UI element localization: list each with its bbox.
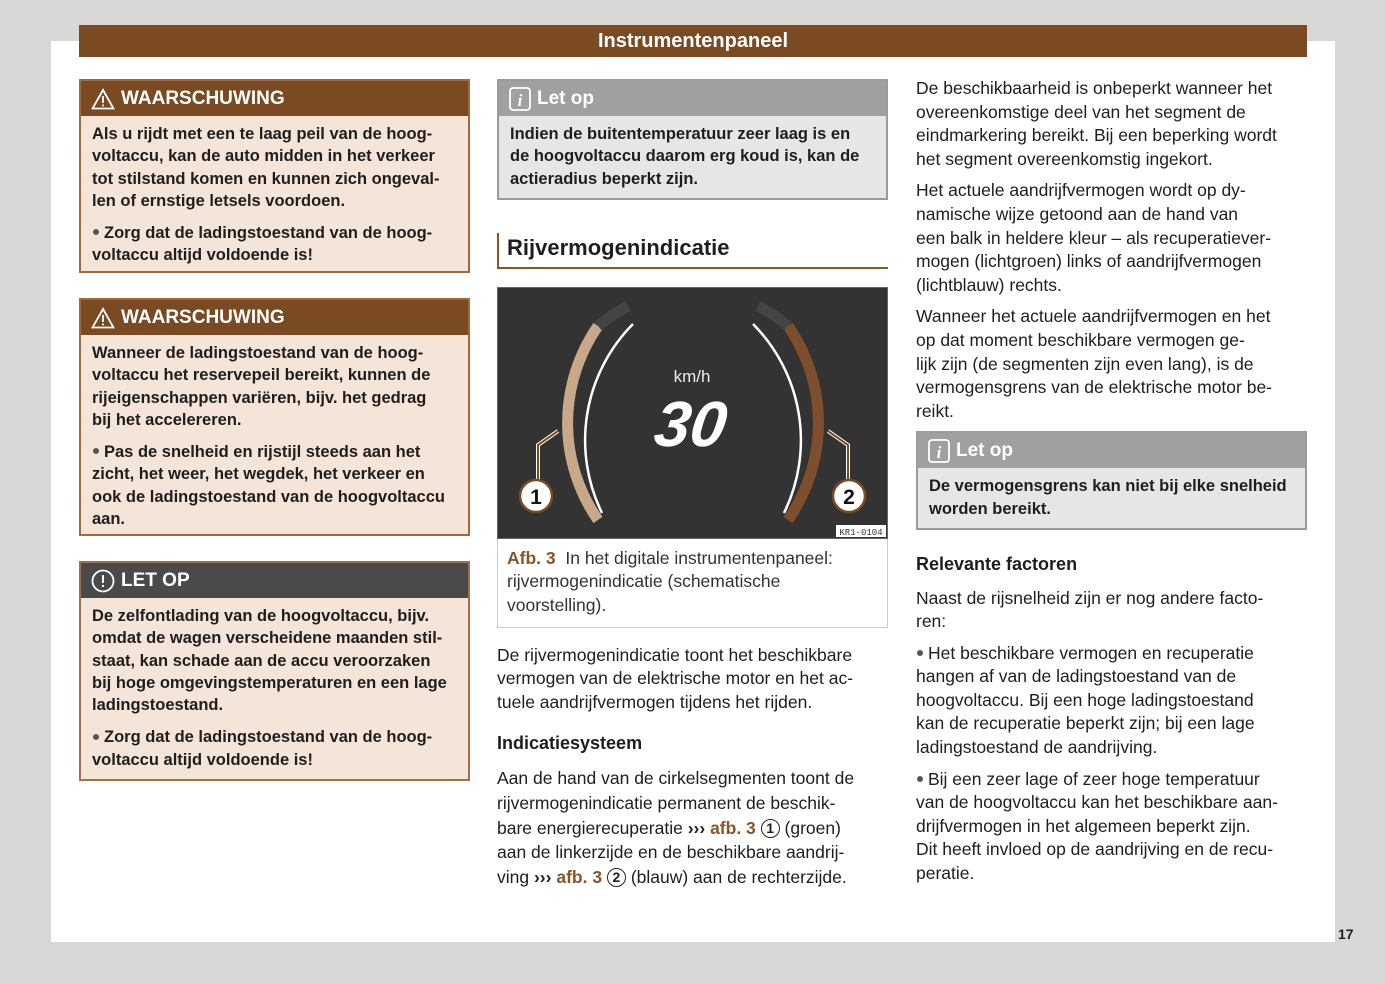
text-line: len of ernstige letsels voordoen. <box>92 191 346 210</box>
body-paragraph <box>916 77 1307 171</box>
text-line: actieradius beperkt zijn. <box>510 169 698 188</box>
figure-link[interactable]: afb. 3 <box>710 817 756 838</box>
text-line: zicht, het weer, het wegdek, het verkeer en <box>92 465 425 484</box>
text-line: De vermogensgrens kan niet bij elke snelheid <box>929 477 1287 496</box>
text-line: hoogvoltaccu. Bij een hoge ladingstoestand <box>916 689 1254 710</box>
column-middle <box>497 79 888 898</box>
page-number: 17 <box>1338 926 1354 942</box>
caption-line: rijvermogenindicatie (schematische <box>507 571 781 592</box>
figure-link[interactable]: afb. 3 <box>556 867 603 888</box>
box-bullet <box>92 726 458 771</box>
text-segment: (groen) <box>784 817 841 838</box>
right-scale-arc <box>753 324 801 513</box>
text-line: ladingstoestand. <box>92 696 224 715</box>
text-line: De zelfontlading van de hoogvoltaccu, bijv. <box>92 607 430 625</box>
text-line: Bij een zeer lage of zeer hoge temperatuur <box>928 768 1260 789</box>
text-line: peratie. <box>916 863 975 884</box>
speed-unit: km/h <box>673 366 711 386</box>
text-line: voltaccu altijd voldoende is! <box>92 750 313 769</box>
text-segment: ving <box>497 867 530 888</box>
text-line: van de hoogvoltaccu kan het beschikbare aan- <box>916 792 1278 813</box>
text-line: de hoogvoltaccu daarom erg koud is, kan de <box>510 147 860 166</box>
text-line: Het actuele aandrijfvermogen wordt op dy- <box>916 180 1246 201</box>
body-paragraph <box>916 179 1307 297</box>
text-line: aan de linkerzijde en de beschikbare aandrij- <box>497 842 845 863</box>
text-line: tot stilstand komen en kunnen zich ongeval- <box>92 169 440 188</box>
text-line: het segment overeenkomstig ingekort. <box>916 148 1213 169</box>
text-line: Zorg dat de ladingstoestand van de hoog- <box>104 728 433 747</box>
callout-2-label: 2 <box>843 485 855 509</box>
text-line: kan de recuperatie beperkt zijn; bij een lage <box>916 713 1255 734</box>
text-line: reikt. <box>916 400 954 421</box>
text-line: Indien de buitentemperatuur zeer laag is en <box>510 125 851 143</box>
text-line: rijeigenschappen variëren, bijv. het gedrag <box>92 388 427 407</box>
body-paragraph <box>916 587 1307 634</box>
text-line: omdat de wagen verscheidene maanden stil- <box>92 629 443 648</box>
info-icon <box>928 439 950 463</box>
caption-line: voorstelling). <box>507 595 607 616</box>
box-title: LET OP <box>121 570 190 591</box>
caution-box <box>79 561 470 781</box>
box-title: Let op <box>956 440 1013 462</box>
text-line: staat, kan schade aan de accu veroorzaken <box>92 651 431 670</box>
text-line: Als u rijdt met een te laag peil van de hoog- <box>92 125 433 143</box>
box-bullet <box>92 222 458 267</box>
caption-label: Afb. 3 <box>507 547 556 568</box>
column-right <box>916 77 1307 894</box>
box-paragraph <box>92 342 458 431</box>
info-icon <box>509 87 531 111</box>
figure-caption <box>497 539 888 628</box>
text-line: vermogen van de elektrische motor en het ac- <box>497 668 854 689</box>
text-line: Pas de snelheid en rijstijl steeds aan het <box>104 443 421 462</box>
text-line: drijfvermogen in het algemeen beperkt zijn. <box>916 815 1251 836</box>
box-paragraph <box>929 475 1295 520</box>
text-line: Zorg dat de ladingstoestand van de hoog- <box>104 224 433 243</box>
box-title: WAARSCHUWING <box>121 307 285 328</box>
text-line: vermogensgrens van de elektrische motor be- <box>916 377 1273 398</box>
text-line: voltaccu altijd voldoende is! <box>92 246 313 265</box>
bullet-icon <box>917 776 923 782</box>
subheading-relevante-factoren: Relevante factoren <box>916 553 1078 574</box>
box-bullet <box>92 441 458 530</box>
column-left <box>79 79 470 806</box>
bullet-icon <box>93 448 99 454</box>
text-line: De beschikbaarheid is onbeperkt wanneer het <box>916 78 1273 98</box>
subheading-indicatiesysteem: Indicatiesysteem <box>497 733 643 754</box>
bullet-paragraph <box>916 642 1307 760</box>
figure-power-indicator <box>497 287 888 539</box>
text-line: mogen (lichtgroen) links of aandrijfvermogen <box>916 251 1262 272</box>
svg-text:i: i <box>517 90 523 110</box>
box-header <box>918 433 1305 468</box>
warn-box <box>79 298 470 536</box>
warn-box <box>79 79 470 273</box>
text-line: eindmarkering bereikt. Bij een beperking wordt <box>916 125 1277 146</box>
text-segment: (blauw) aan de rechterzijde. <box>630 867 847 888</box>
text-line: aan. <box>92 510 126 529</box>
text-line: worden bereikt. <box>929 499 1051 518</box>
text-line: Het beschikbare vermogen en recuperatie <box>928 642 1254 663</box>
text-line: Dit heeft invloed op de aandrijving en de recu- <box>916 839 1274 860</box>
arrows-icon: ››› <box>687 817 706 838</box>
warning-triangle-icon <box>91 88 115 110</box>
left-scale-arc <box>585 324 633 513</box>
gauge-graphic <box>498 288 887 538</box>
box-paragraph <box>92 123 458 212</box>
text-line: een balk in heldere kleur – als recuperatiever- <box>916 227 1272 248</box>
text-line: Aan de hand van de cirkelsegmenten toont de <box>497 768 855 789</box>
text-line: Wanneer het actuele aandrijfvermogen en het <box>916 306 1271 327</box>
section-title: Rijvermogenindicatie <box>497 233 888 269</box>
text-line: Naast de rijsnelheid zijn er nog andere facto- <box>916 587 1264 608</box>
text-line: rijvermogenindicatie permanent de beschik- <box>497 792 836 813</box>
text-line: voltaccu, kan de auto midden in het verkeer <box>92 147 435 166</box>
callout-1-label: 1 <box>530 485 542 509</box>
text-line: Wanneer de ladingstoestand van de hoog- <box>92 344 424 362</box>
arrows-icon: ››› <box>533 867 552 888</box>
callout-2-ref-icon: 2 <box>607 868 626 887</box>
box-header <box>81 300 468 335</box>
svg-text:i: i <box>936 442 942 462</box>
body-paragraph <box>916 305 1307 423</box>
chapter-header: Instrumentenpaneel <box>79 25 1307 57</box>
bullet-icon <box>93 229 99 235</box>
text-line: tuele aandrijfvermogen tijdens het rijden. <box>497 691 813 712</box>
box-header <box>499 81 886 116</box>
bullet-icon <box>93 734 99 740</box>
box-title: WAARSCHUWING <box>121 88 285 109</box>
text-line: (lichtblauw) rechts. <box>916 274 1062 295</box>
body-paragraph <box>497 766 888 890</box>
figure-code: KR1-0104 <box>839 527 883 538</box>
text-line: voltaccu het reservepeil bereikt, kunnen de <box>92 366 431 385</box>
box-title: Let op <box>537 88 594 109</box>
box-paragraph <box>92 605 458 716</box>
text-line: De rijvermogenindicatie toont het beschikbare <box>497 644 853 665</box>
bullet-paragraph <box>916 768 1307 886</box>
text-line: op dat moment beschikbare vermogen ge- <box>916 329 1245 350</box>
caption-line: In het digitale instrumentenpaneel: <box>565 547 833 568</box>
text-line: overeenkomstige deel van het segment de <box>916 101 1246 122</box>
text-line: ren: <box>916 611 947 632</box>
box-paragraph <box>510 123 876 190</box>
text-line: ladingstoestand de aandrijving. <box>916 737 1158 758</box>
speed-value: 30 <box>650 388 732 460</box>
text-line: hangen af van de ladingstoestand van de <box>916 666 1237 687</box>
text-segment: bare energierecuperatie <box>497 817 683 838</box>
bullet-icon <box>917 650 923 656</box>
text-line: bij hoge omgevingstemperaturen en een lage <box>92 673 447 692</box>
exclamation-circle-icon <box>91 569 115 593</box>
box-header <box>81 563 468 598</box>
text-line: bij het accelereren. <box>92 410 242 429</box>
note-box <box>497 79 888 200</box>
text-line: namische wijze getoond aan de hand van <box>916 203 1239 224</box>
warning-triangle-icon <box>91 307 115 329</box>
box-header <box>81 81 468 116</box>
callout-1-ref-icon: 1 <box>761 819 780 838</box>
text-line: lijk zijn (de segmenten zijn even lang), is de <box>916 353 1254 374</box>
note-box <box>916 431 1307 530</box>
text-line: ook de ladingstoestand van de hoogvoltaccu <box>92 487 445 506</box>
intro-paragraph <box>497 644 888 715</box>
